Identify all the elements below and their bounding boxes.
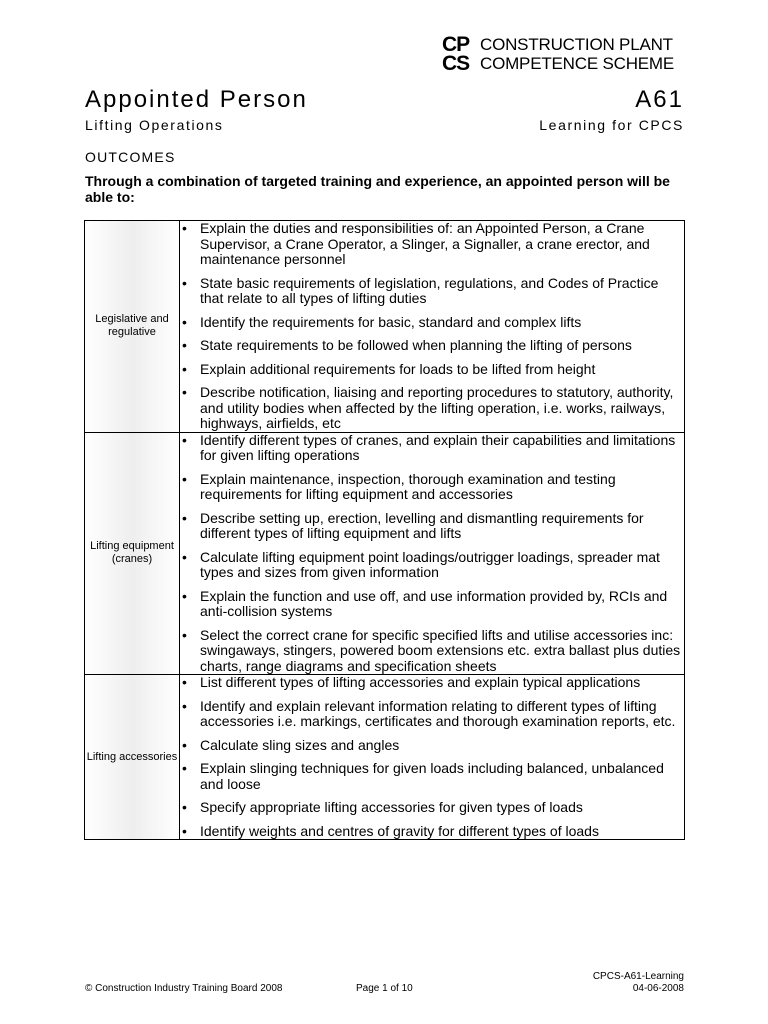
logo-name bbox=[480, 35, 674, 73]
logo-mark-top: CP bbox=[442, 33, 470, 56]
outcome-item: • Identify weights and centres of gravity for different types of loads bbox=[180, 824, 684, 840]
logo-name-line2: COMPETENCE SCHEME bbox=[480, 54, 675, 73]
category-cell: Lifting equipment (cranes) bbox=[85, 432, 180, 675]
outcome-item: • Identify the requirements for basic, standard and complex lifts bbox=[180, 315, 684, 331]
table-row bbox=[85, 432, 685, 675]
outcome-item: • Calculate lifting equipment point loadings/outrigger loadings, spreader mat types and sizes from given information bbox=[180, 550, 684, 581]
logo-mark-bottom: CS bbox=[442, 52, 470, 75]
outcome-item: • Explain slinging techniques for given loads including balanced, unbalanced and loose bbox=[180, 761, 684, 792]
cpcs-logo bbox=[442, 35, 692, 77]
outcomes-cell bbox=[180, 432, 685, 675]
outcome-item: • State basic requirements of legislation, regulations, and Codes of Practice that relate to all types of lifting duties bbox=[180, 276, 684, 307]
outcome-item: • State requirements to be followed when planning the lifting of persons bbox=[180, 338, 684, 354]
footer-page-number: Page 1 of 10 bbox=[356, 983, 413, 994]
outcome-item: • Explain the function and use off, and use information provided by, RCIs and anti-collision systems bbox=[180, 589, 684, 620]
logo-name-line1: CONSTRUCTION PLANT bbox=[480, 35, 673, 54]
outcome-item: • List different types of lifting accessories and explain typical applications bbox=[180, 675, 684, 691]
logo-mark bbox=[442, 35, 482, 73]
outcome-item: • Specify appropriate lifting accessories for given types of loads bbox=[180, 800, 684, 816]
outcomes-cell bbox=[180, 221, 685, 433]
outcome-item: • Identify different types of cranes, and explain their capabilities and limitations for given lifting operations bbox=[180, 433, 684, 464]
document-subtitle: Lifting Operations bbox=[85, 117, 224, 133]
outcomes-table bbox=[84, 220, 685, 840]
unit-code: A61 bbox=[635, 86, 684, 113]
category-cell: Legislative and regulative bbox=[85, 221, 180, 433]
outcome-item: • Identify and explain relevant information relating to different types of lifting accessories i.e. markings, certificates and thorough examination reports, etc. bbox=[180, 699, 684, 730]
outcome-item: • Explain the duties and responsibilities of: an Appointed Person, a Crane Supervisor, a Crane Operator, a Slinger, a Signaller, a crane erector, and maintenance personnel bbox=[180, 221, 684, 268]
outcome-item: • Explain maintenance, inspection, thorough examination and testing requirements for lifting equipment and accessories bbox=[180, 472, 684, 503]
footer-doc-ref: CPCS-A61-Learning bbox=[592, 971, 684, 982]
outcome-list bbox=[180, 221, 684, 432]
table-row bbox=[85, 675, 685, 840]
section-heading: OUTCOMES bbox=[85, 149, 176, 165]
footer-reference bbox=[593, 971, 684, 995]
outcome-item: • Select the correct crane for specific specified lifts and utilise accessories inc: swingaways, stingers, powered boom extensions etc. extra ballast plus duties charts, range diagrams and specification sheets bbox=[180, 628, 684, 675]
outcome-list bbox=[180, 433, 684, 675]
footer-date: 04-06-2008 bbox=[632, 983, 684, 994]
outcomes-cell bbox=[180, 675, 685, 840]
outcome-item: • Describe notification, liaising and reporting procedures to statutory, authority, and utility bodies when affected by the lifting operation, i.e. works, railways, highways, airfields, etc bbox=[180, 385, 684, 432]
intro-text: Through a combination of targeted training and experience, an appointed person will be able to: bbox=[85, 173, 670, 205]
table-row bbox=[85, 221, 685, 433]
document-title: Appointed Person bbox=[85, 86, 308, 113]
category-cell: Lifting accessories bbox=[85, 675, 180, 840]
subtitle-right: Learning for CPCS bbox=[539, 117, 684, 133]
outcome-list bbox=[180, 675, 684, 839]
outcome-item: • Explain additional requirements for loads to be lifted from height bbox=[180, 362, 684, 378]
outcome-item: • Describe setting up, erection, levelling and dismantling requirements for different types of lifting equipment and lifts bbox=[180, 511, 684, 542]
outcome-item: • Calculate sling sizes and angles bbox=[180, 738, 684, 754]
footer-copyright: © Construction Industry Training Board 2008 bbox=[85, 983, 283, 994]
